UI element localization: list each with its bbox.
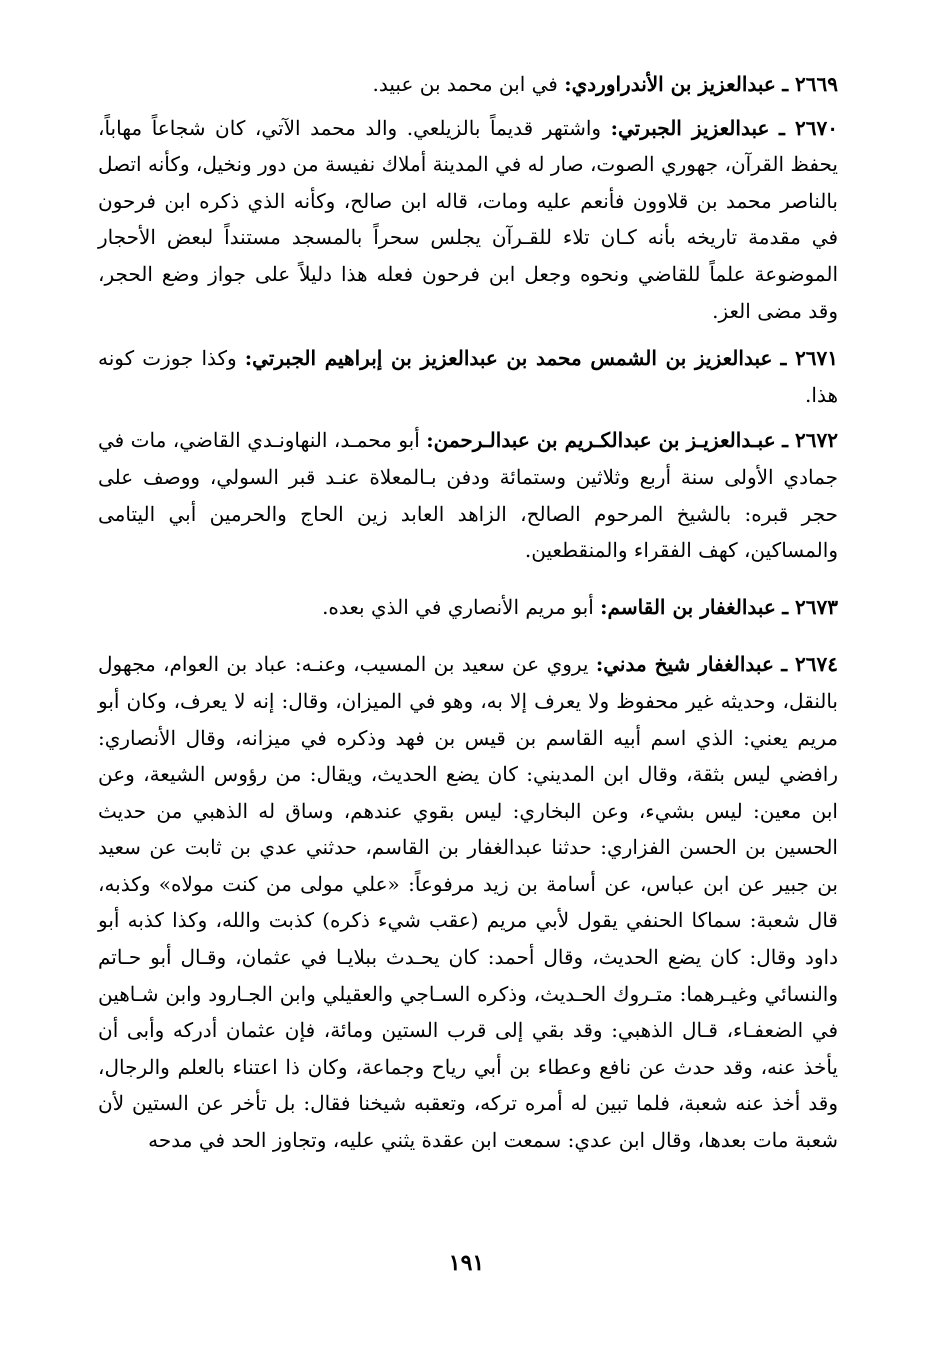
entry-2672 [98, 422, 838, 568]
entry-number: ٢٦٦٩ ـ [782, 72, 838, 96]
entry-number: ٢٦٧١ ـ [780, 346, 839, 371]
entry-text: وكذا جوزت كونه هذا. [98, 346, 838, 407]
entry-heading: عبدالعزيز بن الشمس محمد بن عبدالعزيز بن إبراهيم الجبرتي: [244, 346, 773, 371]
entry-text: أبو مريم الأنصاري في الذي بعده. [322, 594, 594, 619]
entry-heading: عبـدالعزيـز بن عبدالكـريم بن عبدالـرحمن: [426, 428, 776, 453]
entry-heading: عبدالعزيز الجبرتي: [610, 115, 770, 140]
entry-text: في ابن محمد بن عبيد. [372, 72, 558, 96]
entry-text: أبو محمـد، النهاونـدي القاضي، مات في جمادي الأولى سنة أربع وثلاثين وستمائة ودفن بـالمعلاة عنـد قبر السولي، ووصف على حجر قبره: بالشيخ المرحوم الصالح، الزاهد العابد زين الحاج والحرمين أبي اليتامى والمساكين، كهف الفقراء والمنقطعين. [98, 428, 838, 563]
entry-number: ٢٦٧٤ ـ [781, 652, 839, 677]
entry-heading: عبدالعزيز بن الأندراوردي: [564, 72, 776, 96]
entry-number: ٢٦٧٣ ـ [782, 594, 838, 619]
entry-2671 [98, 340, 838, 413]
entry-heading: عبدالغفار بن القاسم: [600, 594, 776, 619]
entry-number: ٢٦٧٠ ـ [779, 115, 838, 140]
entry-2669 [98, 66, 838, 103]
entry-number: ٢٦٧٢ ـ [782, 428, 838, 453]
entry-2670 [98, 110, 838, 330]
entry-2674 [98, 646, 838, 1158]
page-number: ١٩١ [448, 1250, 485, 1276]
entry-2673 [98, 589, 838, 626]
entry-text: واشتهر قديماً بالزيلعي. والد محمد الآتي، كان شجاعاً مهاباً، يحفظ القرآن، جهوري الصوت، صار له في المدينة أملاك نفيسة من دور ونخيل، وكأنه اتصل بالناصر محمد بن قلاوون فأنعم عليه ومات، قاله ابن صالح، وكأنه الذي ذكره ابن فرحون في مقدمة تاريخه بأنه كـان تلاء للقـرآن يجلس سحراً بالمسجد مستنداً لبعض الأحجار الموضوعة علماً للقاضي ونحوه وجعل ابن فرحون فعله هذا دليلاً على جواز وضع الحجر، وقد مضى العز. [98, 115, 838, 323]
entry-text: يروي عن سعيد بن المسيب، وعنـه: عباد بن العوام، مجهول بالنقل، وحديثه غير محفوظ ولا يعرف إلا به، وهو في الميزان، وقال: إنه لا يعرف، وكان أبو مريم يعني: الذي اسم أبيه القاسم بن قيس بن فهد وذكره في ميزانه، وقال الأنصاري: رافضي ليس بثقة، وقال ابن المديني: كان يضع الحديث، ويقال: من رؤوس الشيعة، وعن ابن معين: ليس بشيء، وعن البخاري: ليس بقوي عندهم، وساق له الذهبي من حديث الحسين بن الحسن الفزاري: حدثنا عبدالغفار بن القاسم، حدثني عدي بن ثابت عن سعيد بن جبير عن ابن عباس، عن أسامة بن زيد مرفوعاً: «علي مولى من كنت مولاه» وكذبه، قال شعبة: سماكا الحنفي يقول لأبي مريم (عقب شيء ذكره) كذبت والله، وكذا كذبه أبو داود وقال: كان يضع الحديث، وقال أحمد: كان يحـدث ببلايـا في عثمان، وقـال أبو حـاتم والنسائي وغيـرهما: متـروك الحـديث، وذكره السـاجي والعقيلي وابن الجـارود وابن شـاهين في الضعفـاء، قـال الذهبي: وقد بقي إلى قرب الستين ومائة، فإن عثمان أدركه وأبى أن يأخذ عنه، وقد حدث عن نافع وعطاء بن أبي رياح وجماعة، وكان ذا اعتناء بالعلم والرجال، وقد أخذ عنه شعبة، فلما تبين له أمره تركه، وتعقبه شيخنا فقال: بل تأخر عن الستين لأن شعبة مات بعدها، وقال ابن عدي: سمعت ابن عقدة يثني عليه، وتجاوز الحد في مدحه [98, 652, 838, 1153]
entry-heading: عبدالغفار شيخ مدني: [595, 652, 774, 677]
